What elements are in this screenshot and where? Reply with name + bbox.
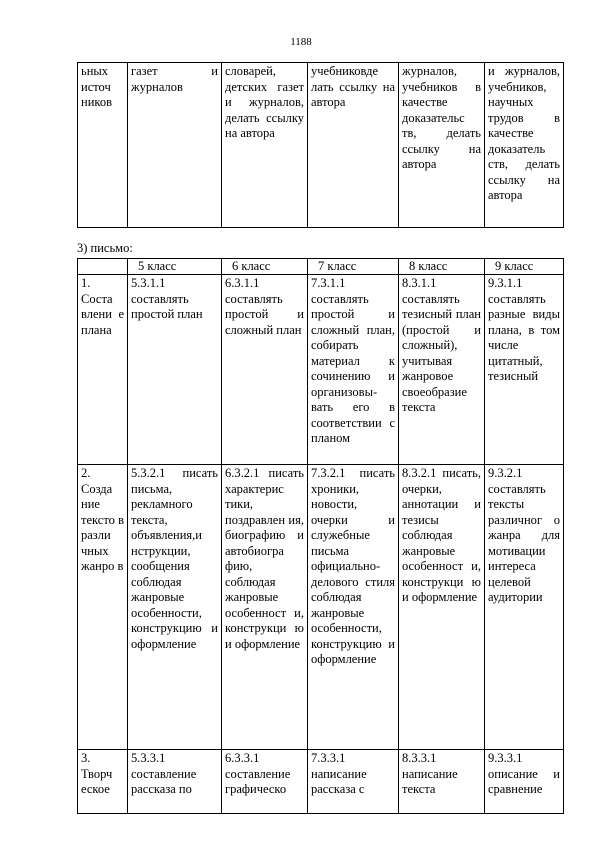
table-cell: 9.3.2.1 составлять тексты различног о жанра для мотивации интереса целевой аудитории [485, 465, 564, 750]
table-cell: газет и журналов [128, 63, 222, 228]
header-cell: 7 класс [308, 259, 399, 275]
table-row [78, 275, 564, 465]
table-cell: 7.3.2.1 писать хроники, новости, очерки и служебные письма официально- делового стиля соблюдая жанровые особенности, конструкцию и оформление [308, 465, 399, 750]
table-row [78, 465, 564, 750]
header-cell [78, 259, 128, 275]
page-number: 1188 [290, 36, 312, 48]
header-cell: 5 класс [128, 259, 222, 275]
table-cell: и журналов, учебников, научных трудов в качестве доказатель ств, делать ссылку на автора [485, 63, 564, 228]
table-cell: 7.3.3.1 написание рассказа с [308, 750, 399, 814]
table-cell: учебниковде лать ссылку на автора [308, 63, 399, 228]
table-cell: журналов, учебников в качестве доказательс тв, делать ссылку на автора [399, 63, 485, 228]
writing-table [77, 258, 564, 814]
table-row [78, 750, 564, 814]
table-cell: словарей, детских газет и журналов, делать ссылку на автора [222, 63, 308, 228]
section-heading: 3) письмо: [77, 241, 133, 255]
table-cell: 8.3.1.1 составлять тезисный план (простой и сложный), учитывая жанровое своеобразие текста [399, 275, 485, 465]
table-cell: 9.3.3.1 описание и сравнение [485, 750, 564, 814]
header-cell: 8 класс [399, 259, 485, 275]
table-cell: 6.3.3.1 составление графическо [222, 750, 308, 814]
table-row [78, 63, 564, 228]
table-cell: 6.3.2.1 писать характерис тики, поздравлен ия, биографию и автобиогра фию, соблюдая жанровые особенност и, конструкци ю и оформление [222, 465, 308, 750]
table-cell: 6.3.1.1 составлять простой и сложный план [222, 275, 308, 465]
header-cell: 9 класс [485, 259, 564, 275]
table-cell: 1. Соста влени е плана [78, 275, 128, 465]
table-cell: 9.3.1.1 составлять разные виды плана, в том числе цитатный, тезисный [485, 275, 564, 465]
table-header-row [78, 259, 564, 275]
continued-table [77, 62, 564, 228]
header-cell: 6 класс [222, 259, 308, 275]
table-cell: ьных источ ников [78, 63, 128, 228]
table-cell: 3. Творч еское [78, 750, 128, 814]
table-cell: 5.3.2.1 писать письма, рекламного текста, объявления,и нструкции, сообщения соблюдая жанровые особенности, конструкцию и оформление [128, 465, 222, 750]
table-cell: 5.3.1.1 составлять простой план [128, 275, 222, 465]
table-cell: 8.3.3.1 написание текста [399, 750, 485, 814]
table-cell: 8.3.2.1 писать, очерки, аннотации и тезисы соблюдая жанровые особенност и, конструкци ю и оформление [399, 465, 485, 750]
table-cell: 5.3.3.1 составление рассказа по [128, 750, 222, 814]
table-cell: 7.3.1.1 составлять простой и сложный план, собирать материал к сочинению и организовы- вать его в соответствии с планом [308, 275, 399, 465]
table-cell: 2. Созда ние тексто в разли чных жанро в [78, 465, 128, 750]
